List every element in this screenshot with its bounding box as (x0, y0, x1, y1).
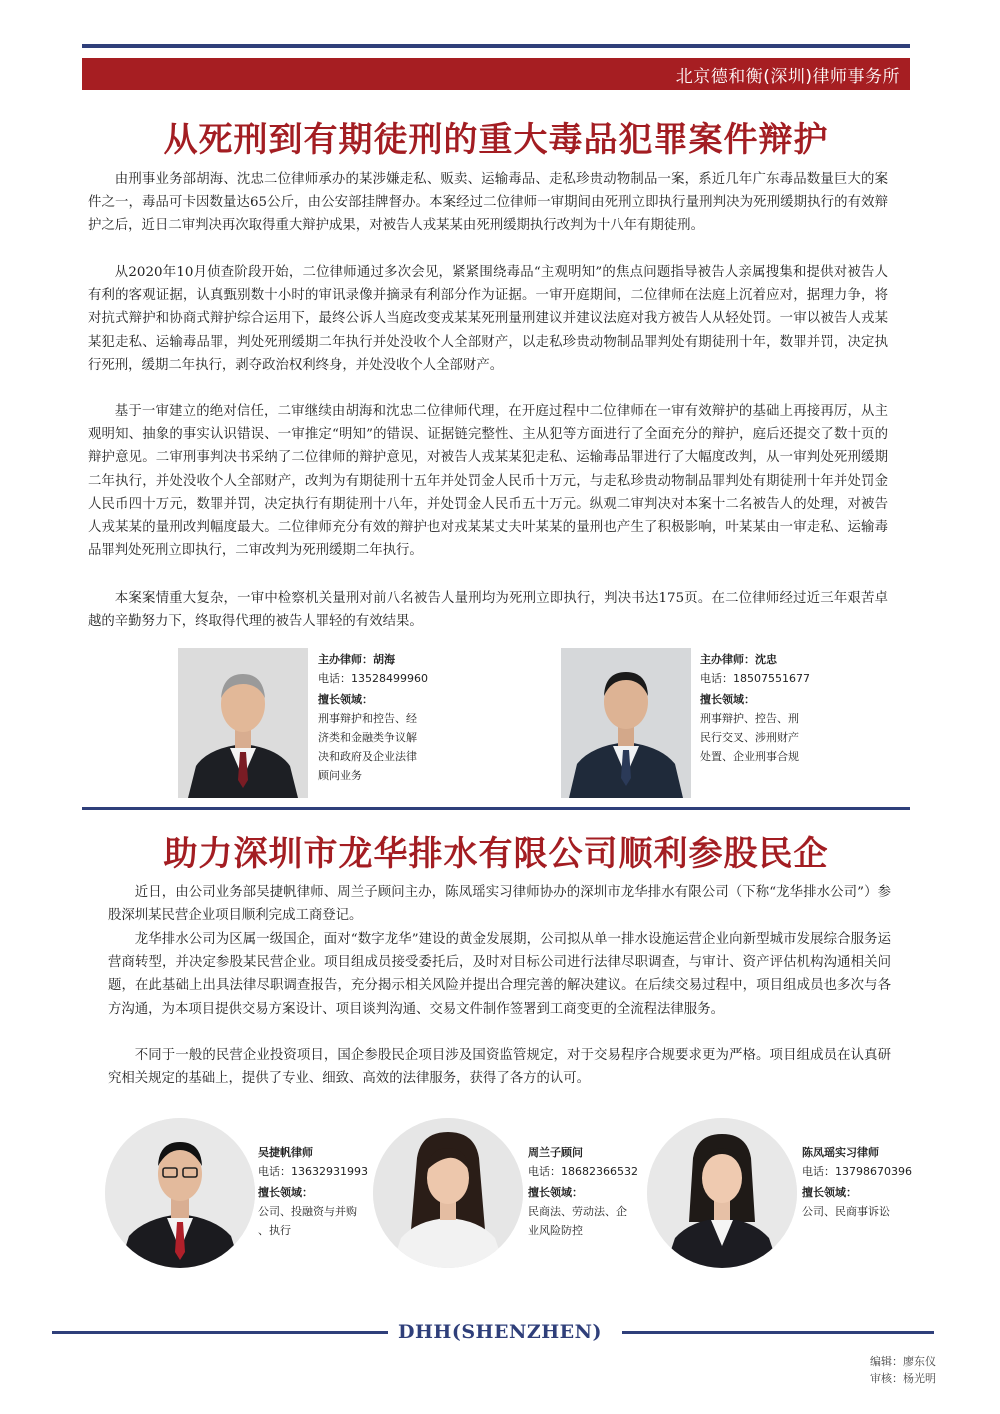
team-name: 陈凤瑶实习律师 (802, 1146, 879, 1159)
portrait-woman-icon (373, 1118, 523, 1268)
article2-title: 助力深圳市龙华排水有限公司顺利参股民企 (163, 834, 829, 874)
portrait-woman-icon (647, 1118, 797, 1268)
team-card-zhou-lanzi (528, 1143, 648, 1240)
expertise-line: 刑事辩护和控告、经 (318, 712, 417, 725)
article2-paragraph-1: 近日，由公司业务部吴捷帆律师、周兰子顾问主办，陈凤瑶实习律师协办的深圳市龙华排水有限公司（下称“龙华排水公司”）参股深圳某民营企业项目顺利完成工商登记。 (108, 885, 891, 924)
expertise-line: 民行交叉、涉刑财产 (700, 731, 799, 744)
article1-paragraph-4: 本案案情重大复杂，一审中检察机关量刑对前八名被告人量刑均为死刑立即执行，判决书达175页。在二位律师经过近三年艰苦卓越的辛勤努力下，终取得代理的被告人罪轻的有效结果。 (88, 591, 888, 630)
expertise-line: 刑事辩护、控告、刑 (700, 712, 799, 725)
team-photo-zhou-lanzi (373, 1118, 523, 1268)
firm-name: 北京德和衡(深圳)律师事务所 (675, 67, 900, 87)
lawyer-phone: 电话：18507551677 (700, 672, 810, 685)
article1-paragraph-1: 由刑事业务部胡海、沈忠二位律师承办的某涉嫌走私、贩卖、运输毒品、走私珍贵动物制品一案，系近几年广东毒品数量巨大的案件之一，毒品可卡因数量达65公斤，由公安部挂牌督办。本案经过二位律师一审期间由死刑立即执行量刑判决为死刑缓期执行的有效辩护之后，近日二审判决再次取得重大辩护成果，对被告人戎某某由死刑缓期执行改判为十八年有期徒刑。 (88, 172, 888, 234)
article1-paragraph-3: 基于一审建立的绝对信任，二审继续由胡海和沈忠二位律师代理，在开庭过程中二位律师在一审有效辩护的基础上再接再厉，从主观明知、抽象的事实认识错误、一审推定“明知”的错误、证据链完整性、主从犯等方面进行了全面充分的辩护，庭后还提交了数十页的辩护意见。二审刑事判决书采纳了二位律师的辩护意见，对被告人戎某某犯走私、运输毒品罪进行了大幅度改判，从一审判处死刑缓期二年执行，并处没收个人全部财产，改判为有期徒刑十五年并处罚金人民币十万元，与走私珍贵动物制品罪判处有期徒刑十年并处罚金人民币四十万元，数罪并罚，决定执行有期徒刑十八年，并处罚金人民币五十万元。纵观二审判决对本案十二名被告人的处理，对被告人戎某某的量刑改判幅度最大。二位律师充分有效的辩护也对戎某某丈夫叶某某的量刑也产生了积极影响，叶某某由一审走私、运输毒品罪判处死刑立即执行，二审改判为死刑缓期二年执行。 (88, 404, 888, 559)
lawyer-photo-hu-hai (178, 648, 308, 798)
article2-paragraph-3: 不同于一般的民营企业投资项目，国企参股民企项目涉及国资监管规定，对于交易程序合规要求更为严格。项目组成员在认真研究相关规定的基础上，提供了专业、细致、高效的法律服务，获得了各方的认可。 (108, 1048, 891, 1087)
team-card-wu-jiefan (258, 1143, 378, 1240)
expertise-label: 擅长领域： (528, 1186, 583, 1199)
section-divider (82, 807, 910, 810)
lawyer-card-shen-zhong (700, 650, 830, 766)
footer-brand: DHH(SHENZHEN) (397, 1321, 603, 1343)
expertise-line: 、执行 (258, 1224, 291, 1237)
expertise-line: 公司、投融资与并购 (258, 1205, 357, 1218)
expertise-line: 济类和金融类争议解 (318, 731, 417, 744)
team-photo-chen-fengyao (647, 1118, 797, 1268)
portrait-man-icon (178, 648, 308, 798)
team-card-chen-fengyao (802, 1143, 922, 1221)
portrait-man-icon (561, 648, 691, 798)
header-band (82, 58, 910, 90)
expertise-line: 决和政府及企业法律 (318, 750, 417, 763)
article1-title: 从死刑到有期徒刑的重大毒品犯罪案件辩护 (163, 120, 829, 160)
reviewer-credit: 审核：杨光明 (870, 1372, 936, 1385)
team-phone: 电话：13798670396 (802, 1165, 912, 1178)
team-phone: 电话：13632931993 (258, 1165, 368, 1178)
team-name: 吴捷帆律师 (258, 1146, 313, 1159)
lawyer-name: 主办律师：胡海 (318, 653, 395, 666)
lawyer-phone: 电话：13528499960 (318, 672, 428, 685)
expertise-line: 公司、民商事诉讼 (802, 1205, 890, 1218)
top-rule (82, 44, 910, 48)
article1-paragraph-2: 从2020年10月侦查阶段开始，二位律师通过多次会见，紧紧围绕毒品“主观明知”的焦点问题指导被告人亲属搜集和提供对被告人有利的客观证据，认真甄别数十小时的审讯录像并摘录有利部分作为证据。一审开庭期间，二位律师在法庭上沉着应对，据理力争，将对抗式辩护和协商式辩护综合运用下，最终公诉人当庭改变戎某某死刑量刑建议并建议法庭对我方被告人从轻处罚。一审以被告人戎某某犯走私、运输毒品罪，判处死刑缓期二年执行并处没收个人全部财产，以走私珍贵动物制品罪判处有期徒刑十年，数罪并罚，决定执行死刑，缓期二年执行，剥夺政治权利终身，并处没收个人全部财产。 (88, 265, 888, 373)
lawyer-card-hu-hai (318, 650, 448, 785)
team-photo-wu-jiefan (105, 1118, 255, 1268)
footer-rule-left (52, 1331, 388, 1334)
expertise-label: 擅长领域： (802, 1186, 857, 1199)
expertise-line: 民商法、劳动法、企 (528, 1205, 627, 1218)
expertise-label: 擅长领域： (258, 1186, 313, 1199)
lawyer-photo-shen-zhong (561, 648, 691, 798)
expertise-line: 顾问业务 (318, 769, 362, 782)
team-phone: 电话：18682366532 (528, 1165, 638, 1178)
portrait-man-icon (105, 1118, 255, 1268)
expertise-line: 处置、企业刑事合规 (700, 750, 799, 763)
article2-paragraph-2: 龙华排水公司为区属一级国企，面对“数字龙华”建设的黄金发展期，公司拟从单一排水设施运营企业向新型城市发展综合服务运营商转型，并决定参股某民营企业。项目组成员接受委托后，及时对目标公司进行法律尽职调查，与审计、资产评估机构沟通相关问题，在此基础上出具法律尽职调查报告，充分揭示相关风险并提出合理完善的解决建议。在后续交易过程中，项目组成员也多次与各方沟通，为本项目提供交易方案设计、项目谈判沟通、交易文件制作签署到工商变更的全流程法律服务。 (108, 932, 891, 1017)
lawyer-name: 主办律师：沈忠 (700, 653, 777, 666)
footer-rule-right (622, 1331, 934, 1334)
editor-credit: 编辑：廖东仪 (870, 1355, 936, 1368)
expertise-line: 业风险防控 (528, 1224, 583, 1237)
expertise-label: 擅长领域： (700, 693, 755, 706)
expertise-label: 擅长领域： (318, 693, 373, 706)
team-name: 周兰子顾问 (528, 1146, 583, 1159)
